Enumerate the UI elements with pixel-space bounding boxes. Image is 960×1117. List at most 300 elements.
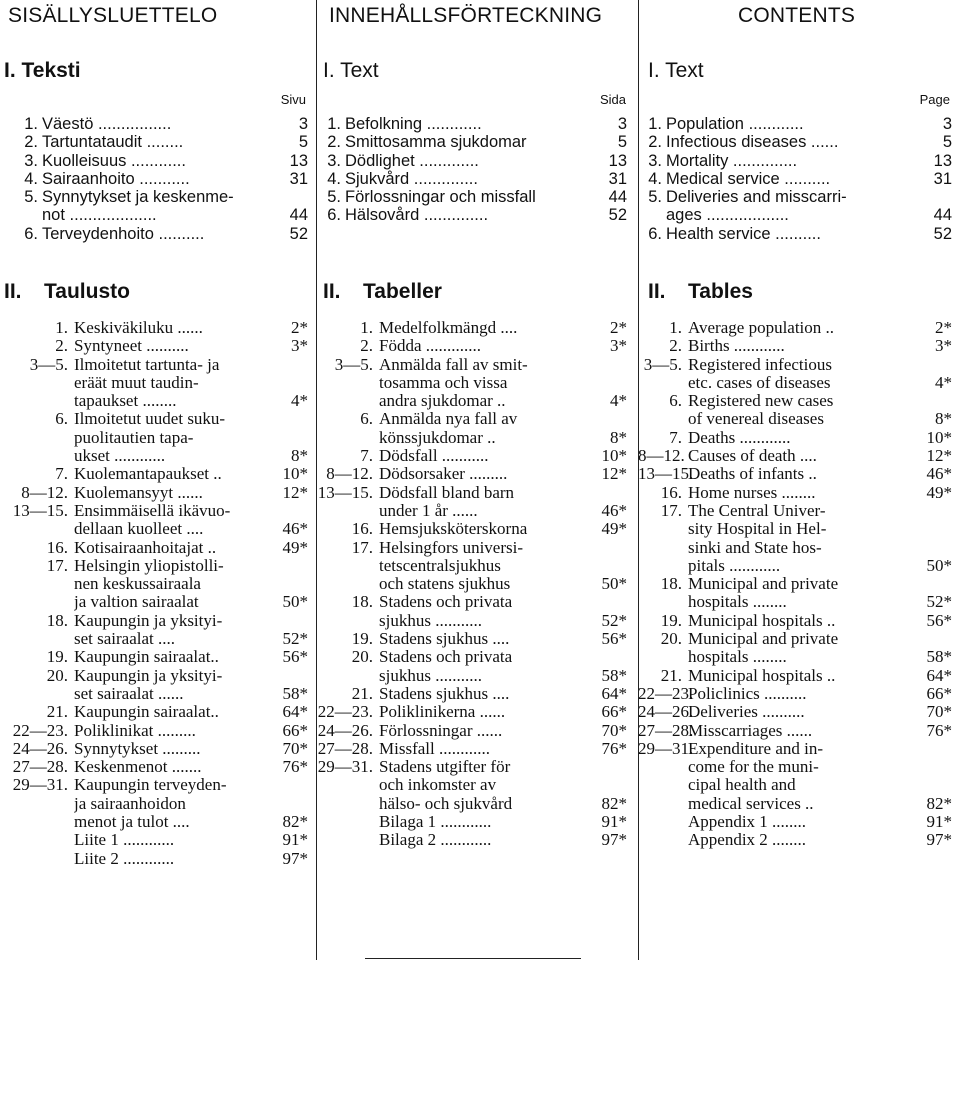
entry-label: cipal health and: [688, 776, 796, 795]
entry-number: 7.: [55, 464, 68, 484]
entry-label: Kaupungin sairaalat..: [74, 703, 219, 722]
entry-page: 5: [298, 133, 308, 152]
entry-label: Infectious diseases ......: [666, 133, 839, 152]
entry-label: Tartuntataudit ........: [42, 133, 184, 152]
entry-label: Bilaga 1 ............: [379, 813, 492, 832]
entry-label: Sairaanhoito ...........: [42, 169, 190, 188]
entry-label: ukset ............: [74, 447, 166, 466]
entry-page: 46*: [601, 500, 627, 520]
section-text-title: I. Text: [323, 59, 379, 82]
entry-number: 21.: [46, 702, 68, 722]
toc-entry: [0, 337, 316, 355]
entry-label: Stadens och privata: [379, 593, 513, 612]
entry-label: Dödsorsaker .........: [379, 465, 508, 484]
entry-page: 10*: [282, 464, 308, 484]
page-column-label: Sivu: [280, 92, 306, 107]
entry-number: 5.: [24, 188, 38, 207]
entry-page: 52: [608, 206, 627, 225]
toc-entry: [317, 188, 637, 206]
entry-label: Ilmoitetut tartunta- ja: [74, 355, 220, 374]
entry-number: 1.: [648, 115, 662, 133]
toc-entry: [0, 648, 316, 666]
toc-entry: [0, 667, 316, 685]
entry-number: 16.: [660, 482, 682, 502]
entry-label: och inkomster av: [379, 776, 497, 795]
entry-page: 49*: [282, 537, 308, 557]
toc-entry: [0, 392, 316, 410]
entry-label: Ensimmäisellä ikävuo-: [74, 501, 231, 520]
entry-page: 52*: [926, 592, 952, 612]
entry-label: Stadens sjukhus ....: [379, 684, 510, 703]
toc-entry: [638, 831, 960, 849]
section-number: II.: [648, 280, 666, 303]
entry-label: Appendix 1 ........: [688, 813, 807, 832]
entry-number: 19.: [660, 610, 682, 630]
toc-entry: [638, 593, 960, 611]
entry-page: 10*: [926, 427, 952, 447]
toc-entry: [0, 795, 316, 813]
toc-entry: [0, 429, 316, 447]
entry-page: 3*: [935, 336, 952, 356]
entry-page: 3: [942, 115, 952, 133]
entry-label: Kuolleisuus ............: [42, 151, 186, 170]
toc-entry: [317, 337, 637, 355]
entry-number: 17.: [46, 555, 68, 575]
entry-label: Deliveries and misscarri-: [666, 188, 847, 207]
entry-page: 46*: [282, 519, 308, 539]
toc-entry: [317, 758, 637, 776]
toc-entry: [317, 133, 637, 151]
toc-entry: [317, 740, 637, 758]
entry-page: 13: [608, 151, 627, 170]
toc-entry: [0, 612, 316, 630]
entry-page: 58*: [926, 647, 952, 667]
entry-number: 7.: [669, 427, 682, 447]
toc-entry: [317, 152, 637, 170]
entry-page: 50*: [282, 592, 308, 612]
entry-number: 1.: [24, 115, 38, 133]
toc-entry: [638, 374, 960, 392]
entry-number: 4.: [327, 169, 341, 188]
toc-entry: [638, 115, 960, 133]
entry-page: 66*: [926, 683, 952, 703]
entry-number: 18.: [351, 592, 373, 612]
entry-label: Liite 1 ............: [74, 831, 175, 850]
entry-label: Mortality ..............: [666, 151, 798, 170]
entry-page: 50*: [601, 574, 627, 594]
toc-entry: [638, 667, 960, 685]
column-finnish: [0, 0, 316, 960]
entry-label: Ilmoitetut uudet suku-: [74, 410, 226, 429]
toc-entry: [638, 484, 960, 502]
entry-label: Health service ..........: [666, 224, 821, 243]
entry-number: 6.: [327, 206, 341, 225]
entry-label: Hemsjuksköterskorna: [379, 520, 528, 539]
entry-page: 52: [933, 224, 952, 243]
toc-entry: [638, 758, 960, 776]
entry-page: 97*: [926, 830, 952, 850]
toc-entry: [0, 850, 316, 868]
entry-label: tetscentralsjukhus: [379, 556, 501, 575]
entry-number: 29—31.: [12, 775, 68, 795]
toc-entry: [0, 630, 316, 648]
entry-page: 56*: [601, 629, 627, 649]
entry-label: Municipal hospitals ..: [688, 611, 836, 630]
toc-entry: [317, 520, 637, 538]
page-column-label: Sida: [599, 92, 626, 107]
toc-entry: [638, 520, 960, 538]
entry-page: 4*: [291, 391, 308, 411]
entry-label: sity Hospital in Hel-: [688, 520, 827, 539]
entry-page: 5: [942, 133, 952, 152]
entry-number: 24—26.: [317, 720, 373, 740]
entry-page: 4*: [610, 391, 627, 411]
entry-page: 64*: [282, 702, 308, 722]
entry-label: Kotisairaanhoitajat ..: [74, 538, 217, 557]
entry-label: Births ............: [688, 337, 785, 356]
entry-label: Deaths of infants ..: [688, 465, 817, 484]
entry-label: Terveydenhoito ..........: [42, 224, 205, 243]
entry-page: 76*: [282, 757, 308, 777]
entry-label: Stadens och privata: [379, 648, 513, 667]
toc-entry: [638, 133, 960, 151]
entry-label: sjukhus ...........: [379, 611, 482, 630]
entry-label: Smittosamma sjukdomar: [345, 133, 527, 152]
toc-entry: [317, 703, 637, 721]
entry-number: 8—12.: [638, 446, 685, 466]
toc-entry: [0, 520, 316, 538]
toc-entry: [0, 776, 316, 794]
entry-label: Misscarriages ......: [688, 721, 813, 740]
entry-page: 44: [289, 206, 308, 225]
entry-page: 3*: [610, 336, 627, 356]
toc-entry: [0, 225, 316, 243]
entry-page: 8*: [291, 446, 308, 466]
entry-label: Hälsovård ..............: [345, 206, 489, 225]
column-swedish: [317, 0, 637, 960]
entry-label: set sairaalat ......: [74, 684, 184, 703]
entry-label: Helsingin yliopistolli-: [74, 556, 224, 575]
entry-number: 3.: [648, 151, 662, 170]
entry-label: och statens sjukhus: [379, 575, 511, 594]
entry-number: 20.: [46, 665, 68, 685]
toc-entry: [0, 188, 316, 206]
table-contents-list: [0, 319, 316, 868]
entry-label: Helsingfors universi-: [379, 538, 524, 557]
entry-page: 31: [289, 169, 308, 188]
entry-page: 58*: [282, 683, 308, 703]
entry-number: 24—26.: [638, 702, 694, 722]
toc-entry: [0, 170, 316, 188]
entry-label: Kaupungin ja yksityi-: [74, 611, 223, 630]
entry-page: 56*: [926, 610, 952, 630]
entry-label: Average population ..: [688, 319, 835, 337]
entry-page: 8*: [935, 409, 952, 429]
entry-number: 1.: [55, 318, 68, 337]
toc-entry: [638, 575, 960, 593]
entry-number: 5.: [327, 188, 341, 207]
toc-entry: [0, 831, 316, 849]
section-title: Tabeller: [363, 280, 442, 303]
entry-label: Registered infectious: [688, 355, 832, 374]
entry-label: Sjukvård ..............: [345, 169, 478, 188]
toc-entry: [317, 484, 637, 502]
entry-number: 8—12.: [326, 464, 373, 484]
entry-page: 49*: [926, 482, 952, 502]
toc-entry: [317, 831, 637, 849]
entry-number: 20.: [660, 629, 682, 649]
entry-label: Medelfolkmängd ....: [379, 319, 518, 337]
entry-number: 1.: [360, 318, 373, 337]
entry-label: Appendix 2 ........: [688, 831, 807, 850]
entry-number: 8—12.: [21, 482, 68, 502]
toc-entry: [638, 502, 960, 520]
entry-label: puolitautien tapa-: [74, 428, 194, 447]
entry-page: 12*: [926, 446, 952, 466]
toc-entry: [317, 795, 637, 813]
entry-number: 17.: [351, 537, 373, 557]
toc-entry: [317, 575, 637, 593]
entry-page: 82*: [601, 793, 627, 813]
section-number: II.: [323, 280, 341, 303]
entry-number: 17.: [660, 500, 682, 520]
entry-label: Population ............: [666, 115, 804, 133]
toc-entry: [0, 593, 316, 611]
entry-label: Poliklinikerna ......: [379, 703, 506, 722]
entry-label: set sairaalat ....: [74, 630, 176, 649]
entry-number: 19.: [46, 647, 68, 667]
entry-label: The Central Univer-: [688, 501, 826, 520]
entry-label: Home nurses ........: [688, 483, 816, 502]
toc-entry: [0, 115, 316, 133]
entry-page: 70*: [926, 702, 952, 722]
entry-page: 13: [933, 151, 952, 170]
entry-page: 64*: [601, 683, 627, 703]
entry-page: 3*: [291, 336, 308, 356]
toc-entry: [638, 612, 960, 630]
toc-entry: [0, 133, 316, 151]
section-text-title: I. Teksti: [4, 59, 81, 82]
entry-label: pitals ............: [688, 556, 781, 575]
toc-entry: [638, 776, 960, 794]
toc-entry: [317, 776, 637, 794]
entry-page: 82*: [282, 812, 308, 832]
entry-page: 8*: [610, 427, 627, 447]
entry-label: etc. cases of diseases: [688, 373, 831, 392]
entry-label: Väestö ................: [42, 115, 172, 133]
entry-label: sinki and State hos-: [688, 538, 822, 557]
entry-number: 2.: [669, 336, 682, 356]
toc-entry: [317, 557, 637, 575]
entry-page: 64*: [926, 665, 952, 685]
toc-entry: [0, 813, 316, 831]
entry-label: hälso- och sjukvård: [379, 794, 513, 813]
entry-label: Kaupungin ja yksityi-: [74, 666, 223, 685]
entry-page: 52: [289, 224, 308, 243]
text-contents-list: [638, 115, 960, 243]
entry-number: 27—28.: [317, 738, 373, 758]
entry-label: Liite 2 ............: [74, 849, 175, 868]
entry-label: Medical service ..........: [666, 169, 831, 188]
toc-entry: [0, 206, 316, 224]
toc-entry: [317, 667, 637, 685]
entry-label: Deliveries ..........: [688, 703, 805, 722]
entry-number: 2.: [55, 336, 68, 356]
toc-entry: [317, 539, 637, 557]
entry-number: 29—31.: [638, 738, 694, 758]
toc-entry: [638, 429, 960, 447]
section-number: II.: [4, 280, 22, 303]
entry-number: 2.: [24, 133, 38, 152]
entry-label: Synnytykset ja keskenme-: [42, 188, 234, 207]
entry-number: 24—26.: [12, 738, 68, 758]
toc-entry: [317, 722, 637, 740]
entry-label: Poliklinikat .........: [74, 721, 196, 740]
entry-number: 19.: [351, 629, 373, 649]
column-heading: SISÄLLYSLUETTELO: [8, 4, 218, 27]
entry-number: 4.: [648, 169, 662, 188]
entry-label: come for the muni-: [688, 758, 819, 777]
entry-page: 56*: [282, 647, 308, 667]
toc-entry: [638, 813, 960, 831]
toc-entry: [0, 356, 316, 374]
toc-entry: [317, 356, 637, 374]
entry-label: Causes of death ....: [688, 447, 817, 466]
entry-number: 2.: [648, 133, 662, 152]
entry-page: 2*: [291, 318, 308, 337]
toc-entry: [638, 170, 960, 188]
entry-number: 16.: [351, 519, 373, 539]
entry-number: 16.: [46, 537, 68, 557]
entry-number: 27—28.: [638, 720, 694, 740]
entry-label: Municipal and private: [688, 575, 839, 594]
toc-entry: [317, 685, 637, 703]
entry-number: 2.: [360, 336, 373, 356]
entry-page: 5: [617, 133, 627, 152]
toc-entry: [317, 429, 637, 447]
entry-label: Födda .............: [379, 337, 481, 356]
entry-label: Dödsfall bland barn: [379, 483, 515, 502]
entry-page: 44: [933, 206, 952, 225]
entry-label: Deaths ............: [688, 428, 791, 447]
toc-entry: [638, 685, 960, 703]
toc-entry: [638, 188, 960, 206]
entry-label: Kuolemansyyt ......: [74, 483, 203, 502]
section-tables-title: [323, 280, 442, 304]
entry-number: 1.: [327, 115, 341, 133]
entry-number: 2.: [327, 133, 341, 152]
entry-label: Registered new cases: [688, 392, 834, 411]
toc-entry: [638, 225, 960, 243]
toc-entry: [0, 703, 316, 721]
entry-number: 21.: [660, 665, 682, 685]
toc-entry: [638, 206, 960, 224]
entry-number: 6.: [55, 409, 68, 429]
toc-entry: [638, 539, 960, 557]
entry-label: Municipal hospitals ..: [688, 666, 836, 685]
entry-page: 3: [298, 115, 308, 133]
text-contents-list: [317, 115, 637, 225]
entry-number: 13—15.: [317, 482, 373, 502]
entry-label: Policlinics ..........: [688, 684, 807, 703]
toc-entry: [317, 170, 637, 188]
entry-label: könssjukdomar ..: [379, 428, 496, 447]
entry-page: 70*: [282, 738, 308, 758]
entry-page: 66*: [601, 702, 627, 722]
entry-number: 6.: [24, 224, 38, 243]
toc-entry: [638, 795, 960, 813]
toc-entry: [317, 813, 637, 831]
entry-page: 46*: [926, 464, 952, 484]
entry-label: Befolkning ............: [345, 115, 482, 133]
entry-label: Keskiväkiluku ......: [74, 319, 203, 337]
toc-entry: [638, 392, 960, 410]
section-title: Tables: [688, 280, 753, 303]
entry-page: 76*: [601, 738, 627, 758]
entry-label: not ...................: [42, 206, 157, 225]
entry-label: under 1 år ......: [379, 501, 478, 520]
entry-number: 7.: [360, 446, 373, 466]
entry-number: 29—31.: [317, 757, 373, 777]
section-tables-title: [4, 280, 130, 304]
toc-entry: [638, 410, 960, 428]
entry-label: Kuolemantapaukset ..: [74, 465, 222, 484]
section-title: Taulusto: [44, 280, 130, 303]
section-tables-title: [648, 280, 753, 304]
entry-label: Kaupungin terveyden-: [74, 776, 227, 795]
page-column-label: Page: [919, 92, 950, 107]
entry-label: menot ja tulot ....: [74, 813, 190, 832]
toc-entry: [0, 539, 316, 557]
toc-entry: [317, 465, 637, 483]
toc-entry: [638, 465, 960, 483]
toc-entry: [317, 502, 637, 520]
entry-page: 4*: [935, 372, 952, 392]
text-contents-list: [0, 115, 316, 243]
entry-label: Anmälda nya fall av: [379, 410, 518, 429]
entry-label: Kaupungin sairaalat..: [74, 648, 219, 667]
toc-entry: [317, 410, 637, 428]
toc-entry: [638, 152, 960, 170]
entry-label: hospitals ........: [688, 593, 787, 612]
toc-entry: [638, 319, 960, 337]
toc-entry: [0, 758, 316, 776]
entry-page: 12*: [601, 464, 627, 484]
toc-entry: [0, 685, 316, 703]
column-english: [638, 0, 960, 960]
entry-number: 18.: [660, 574, 682, 594]
toc-entry: [638, 648, 960, 666]
entry-page: 31: [608, 169, 627, 188]
toc-entry: [638, 557, 960, 575]
toc-entry: [0, 722, 316, 740]
toc-entry: [317, 319, 637, 337]
entry-number: 3.: [24, 151, 38, 170]
entry-number: 4.: [24, 169, 38, 188]
entry-label: Syntyneet ..........: [74, 337, 189, 356]
entry-number: 6.: [648, 224, 662, 243]
column-heading: CONTENTS: [738, 4, 856, 27]
entry-number: 13—15.: [12, 500, 68, 520]
entry-page: 91*: [926, 812, 952, 832]
toc-entry: [317, 648, 637, 666]
entry-number: 6.: [360, 409, 373, 429]
entry-page: 49*: [601, 519, 627, 539]
entry-number: 27—28.: [12, 757, 68, 777]
entry-page: 91*: [601, 812, 627, 832]
entry-label: eräät muut taudin-: [74, 373, 199, 392]
entry-label: ja valtion sairaalat: [74, 593, 199, 612]
